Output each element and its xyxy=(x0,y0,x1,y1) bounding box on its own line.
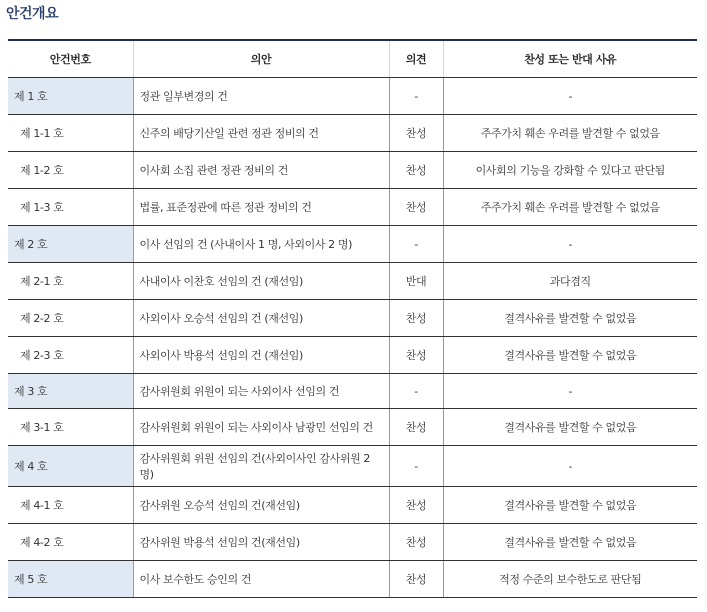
reason: 결격사유를 발견할 수 없었음 xyxy=(443,409,697,446)
table-row xyxy=(8,263,697,300)
opinion: 찬성 xyxy=(389,189,443,226)
table-row xyxy=(8,374,697,409)
opinion: 반대 xyxy=(389,263,443,300)
opinion: 찬성 xyxy=(389,561,443,598)
agenda-number: 제 1-1 호 xyxy=(8,115,133,152)
header-reason: 찬성 또는 반대 사유 xyxy=(443,40,697,78)
agenda-title: 사외이사 박용석 선임의 건 (재선임) xyxy=(133,337,389,374)
reason: 적정 수준의 보수한도로 판단됨 xyxy=(443,561,697,598)
reason: - xyxy=(443,374,697,409)
agenda-title: 이사 보수한도 승인의 건 xyxy=(133,561,389,598)
reason: - xyxy=(443,446,697,487)
table-row xyxy=(8,226,697,263)
agenda-title: 이사회 소집 관련 정관 정비의 건 xyxy=(133,152,389,189)
agenda-title: 감사위원회 위원 선임의 건(사외이사인 감사위원 2 명) xyxy=(133,446,389,487)
opinion: - xyxy=(389,446,443,487)
agenda-number: 제 5 호 xyxy=(8,561,133,598)
table-row xyxy=(8,78,697,115)
agenda-title: 법률, 표준정관에 따른 정관 정비의 건 xyxy=(133,189,389,226)
opinion: - xyxy=(389,78,443,115)
header-row xyxy=(8,40,697,78)
agenda-title: 정관 일부변경의 건 xyxy=(133,78,389,115)
table-row xyxy=(8,487,697,524)
agenda-title: 사외이사 오승석 선임의 건 (재선임) xyxy=(133,300,389,337)
table-row xyxy=(8,152,697,189)
reason: 결격사유를 발견할 수 없었음 xyxy=(443,524,697,561)
agenda-number: 제 2-1 호 xyxy=(8,263,133,300)
agenda-number: 제 2 호 xyxy=(8,226,133,263)
agenda-title: 감사위원 박용석 선임의 건(재선임) xyxy=(133,524,389,561)
table-row xyxy=(8,115,697,152)
agenda-title: 감사위원 오승석 선임의 건(재선임) xyxy=(133,487,389,524)
agenda-number: 제 4-1 호 xyxy=(8,487,133,524)
agenda-number: 제 1 호 xyxy=(8,78,133,115)
agenda-number: 제 1-3 호 xyxy=(8,189,133,226)
opinion: - xyxy=(389,374,443,409)
table-row xyxy=(8,300,697,337)
opinion: 찬성 xyxy=(389,524,443,561)
opinion: 찬성 xyxy=(389,337,443,374)
section-title: 안건개요 xyxy=(6,6,59,22)
agenda-number: 제 4-2 호 xyxy=(8,524,133,561)
reason: 과다겸직 xyxy=(443,263,697,300)
agenda-number: 제 2-3 호 xyxy=(8,337,133,374)
reason: 결격사유를 발견할 수 없었음 xyxy=(443,487,697,524)
agenda-number: 제 2-2 호 xyxy=(8,300,133,337)
agenda-number: 제 3 호 xyxy=(8,374,133,409)
agenda-number: 제 4 호 xyxy=(8,446,133,487)
reason: - xyxy=(443,226,697,263)
table-row xyxy=(8,189,697,226)
agenda-title: 이사 선임의 건 (사내이사 1 명, 사외이사 2 명) xyxy=(133,226,389,263)
table-row xyxy=(8,337,697,374)
agenda-table xyxy=(8,39,697,598)
opinion: 찬성 xyxy=(389,300,443,337)
opinion: - xyxy=(389,226,443,263)
reason: 이사회의 기능을 강화할 수 있다고 판단됨 xyxy=(443,152,697,189)
header-opinion: 의견 xyxy=(389,40,443,78)
agenda-title: 감사위원회 위원이 되는 사외이사 남광민 선임의 건 xyxy=(133,409,389,446)
opinion: 찬성 xyxy=(389,487,443,524)
opinion: 찬성 xyxy=(389,115,443,152)
table-row xyxy=(8,446,697,487)
reason: 결격사유를 발견할 수 없었음 xyxy=(443,337,697,374)
opinion: 찬성 xyxy=(389,409,443,446)
agenda-title: 사내이사 이찬호 선임의 건 (재선임) xyxy=(133,263,389,300)
table-row xyxy=(8,409,697,446)
opinion: 찬성 xyxy=(389,152,443,189)
reason: 결격사유를 발견할 수 없었음 xyxy=(443,300,697,337)
table-row xyxy=(8,561,697,598)
header-agenda: 의안 xyxy=(133,40,389,78)
agenda-number: 제 1-2 호 xyxy=(8,152,133,189)
reason: 주주가치 훼손 우려를 발견할 수 없었음 xyxy=(443,189,697,226)
agenda-title: 신주의 배당기산일 관련 정관 정비의 건 xyxy=(133,115,389,152)
header-agenda-number: 안건번호 xyxy=(8,40,133,78)
agenda-number: 제 3-1 호 xyxy=(8,409,133,446)
reason: - xyxy=(443,78,697,115)
reason: 주주가치 훼손 우려를 발견할 수 없었음 xyxy=(443,115,697,152)
agenda-title: 감사위원회 위원이 되는 사외이사 선임의 건 xyxy=(133,374,389,409)
table-row xyxy=(8,524,697,561)
